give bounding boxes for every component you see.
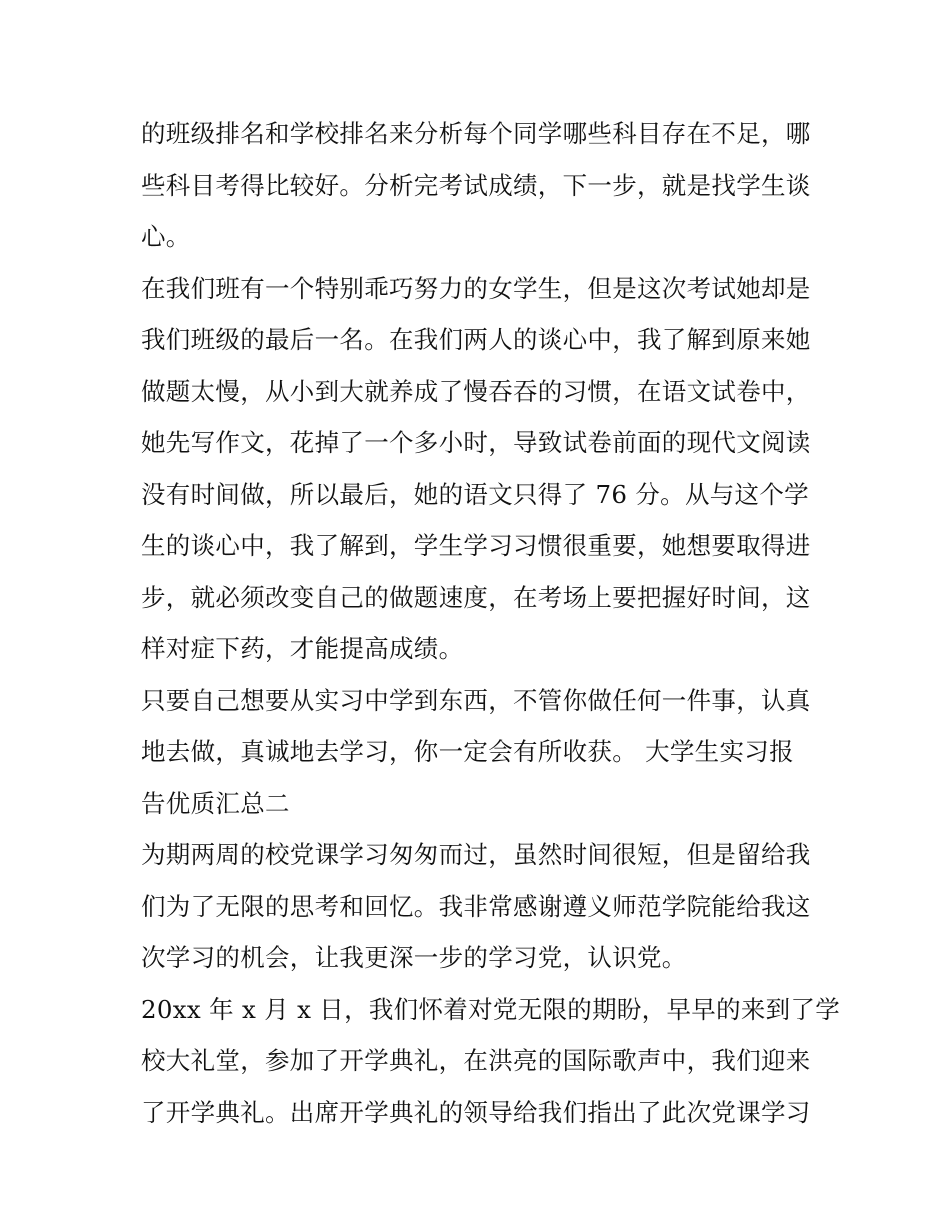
- text-line: 没有时间做，所以最后，她的语文只得了 76 分。从与这个学: [141, 479, 809, 509]
- text-line: 些科目考得比较好。分析完考试成绩，下一步，就是找学生谈: [141, 170, 811, 200]
- text-line: 她先写作文，花掉了一个多小时，导致试卷前面的现代文阅读: [141, 428, 811, 457]
- text-line: 我们班级的最后一名。在我们两人的谈心中，我了解到原来她: [141, 325, 811, 354]
- text-line: 只要自己想要从实习中学到东西，不管你做任何一件事，认真: [141, 685, 811, 715]
- text-line: 样对症下药，才能提高成绩。: [141, 634, 464, 663]
- text-line: 告优质汇总二: [141, 788, 290, 818]
- text-line: 次学习的机会，让我更深一步的学习党，认识党。: [141, 943, 687, 972]
- text-line: 校大礼堂，参加了开学典礼，在洪亮的国际歌声中，我们迎来: [141, 1046, 811, 1075]
- text-line: 生的谈心中，我了解到，学生学习习惯很重要，她想要取得进: [141, 531, 811, 560]
- text-line: 在我们班有一个特别乖巧努力的女学生，但是这次考试她却是: [141, 273, 811, 303]
- text-line: 们为了无限的思考和回忆。我非常感谢遵义师范学院能给我这: [141, 891, 811, 921]
- text-line: 地去做，真诚地去学习，你一定会有所收获。 大学生实习报: [141, 737, 794, 766]
- text-line: 的班级排名和学校排名来分析每个同学哪些科目存在不足，哪: [141, 119, 811, 148]
- text-line: 20xx 年 x 月 x 日，我们怀着对党无限的期盼，早早的来到了学: [141, 994, 841, 1024]
- text-line: 为期两周的校党课学习匆匆而过，虽然时间很短，但是留给我: [141, 840, 811, 869]
- text-line: 了开学典礼。出席开学典礼的领导给我们指出了此次党课学习: [141, 1097, 811, 1127]
- document-body: [141, 108, 841, 1138]
- text-line: 做题太慢，从小到大就养成了慢吞吞的习惯，在语文试卷中，: [141, 376, 811, 406]
- text-line: 心。: [141, 222, 191, 251]
- text-line: 步，就必须改变自己的做题速度，在考场上要把握好时间，这: [141, 582, 811, 612]
